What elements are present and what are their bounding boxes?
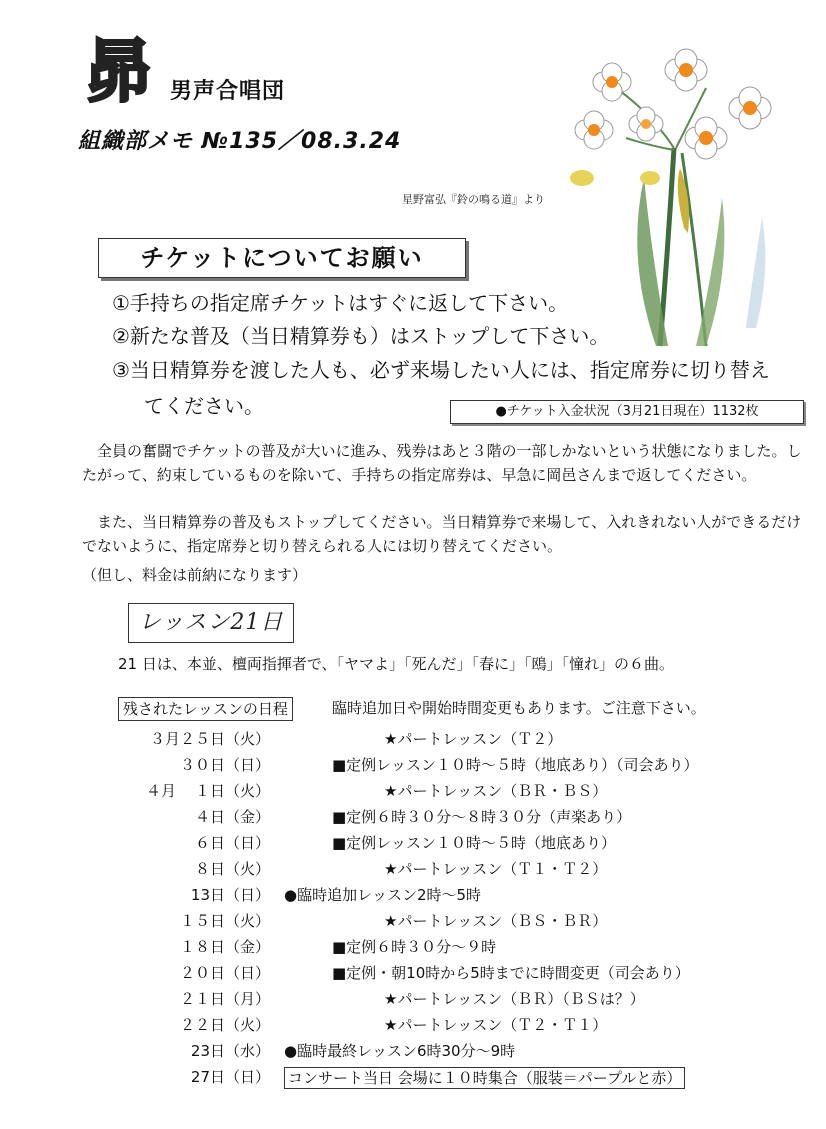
request-1: ①手持ちの指定席チケットはすぐに返して下さい。: [112, 291, 569, 315]
schedule-event: ★パートレッスン（ＢＳ・ＢＲ）: [384, 912, 608, 930]
paragraph-1: 全員の奮闘でチケットの普及が大いに進み、残券はあと３階の一部しかないという状態になりました。したがって、約束しているものを除いて、手持ちの指定席券は、早急に岡邑さんまで返してください。: [82, 442, 802, 484]
schedule-date: ２２日（火）: [179, 1016, 270, 1034]
schedule-month: ４月: [146, 782, 177, 800]
schedule-row: [0, 1038, 826, 1064]
schedule-label: 残されたレッスンの日程: [118, 697, 293, 721]
schedule-date: ６日（日）: [194, 834, 270, 852]
request-2: ②新たな普及（当日精算券も）はストップして下さい。: [112, 324, 610, 348]
schedule-event: ●臨時追加レッスン2時～5時: [284, 886, 482, 904]
schedule-event: ■定例６時３０分～８時３０分（声楽あり）: [332, 808, 632, 826]
schedule-row: [0, 882, 826, 908]
schedule-row: [0, 856, 826, 882]
schedule-date: １８日（金）: [179, 938, 270, 956]
schedule-date: 27日（日）: [190, 1068, 270, 1086]
schedule-date: 13日（日）: [190, 886, 270, 904]
schedule-event: ■定例レッスン１０時～５時（地底あり）（司会あり）: [332, 756, 699, 774]
schedule-event: ★パートレッスン（ＢＲ・ＢＳ）: [384, 782, 608, 800]
schedule-row: [0, 986, 826, 1012]
schedule-event: ★パートレッスン（Ｔ２）: [384, 730, 563, 748]
illustration-credit: 星野富弘『鈴の鳴る道』より: [402, 193, 545, 206]
concert-day-event: コンサート当日 会場に１０時集合（服装＝パープルと赤）: [284, 1067, 685, 1089]
schedule-event: ■定例レッスン１０時～５時（地底あり）: [332, 834, 617, 852]
schedule-date: ４日（金）: [194, 808, 270, 826]
paragraph-2: また、当日精算券の普及もストップしてください。当日精算券で来場して、入れきれない人ができるだけでないように、指定席券と切り替えられる人には切り替えてください。: [82, 513, 802, 555]
schedule-date: ２１日（月）: [179, 990, 270, 1008]
schedule-row: [0, 934, 826, 960]
schedule-row: [0, 960, 826, 986]
schedule-date: １日（火）: [194, 782, 270, 800]
schedule-event: ■定例６時３０分～９時: [332, 938, 497, 956]
ticket-payment-status: ●チケット入金状況（3月21日現在）1132枚: [450, 400, 804, 424]
schedule-row: [0, 752, 826, 778]
schedule-row: [0, 804, 826, 830]
schedule-event: ★パートレッスン（Ｔ２・Ｔ１）: [384, 1016, 608, 1034]
schedule-date: ８日（火）: [194, 860, 270, 878]
schedule-event: ■定例・朝10時から5時までに時間変更（司会あり）: [332, 964, 690, 982]
schedule-event: ★パートレッスン（Ｔ１・Ｔ２）: [384, 860, 608, 878]
lesson-info: 21 日は、本並、檀両指揮者で、「ヤマよ」「死んだ」「春に」「鴎」「憧れ」の６曲。: [118, 655, 675, 673]
schedule-date: ３月２５日（火）: [149, 730, 270, 748]
request-3-continued: てください。: [144, 394, 264, 418]
schedule-date: ２０日（日）: [179, 964, 270, 982]
ticket-heading: チケットについてお願い: [98, 238, 466, 278]
schedule-row: [0, 778, 826, 804]
daffodil-illustration: [556, 28, 800, 348]
choir-name: 男声合唱団: [170, 79, 286, 104]
schedule-date: １５日（火）: [179, 912, 270, 930]
schedule-row: [0, 830, 826, 856]
schedule-row: [0, 1012, 826, 1038]
schedule-date: 23日（水）: [190, 1042, 270, 1060]
schedule-date: ３０日（日）: [179, 756, 270, 774]
request-3: ③当日精算券を渡した人も、必ず来場したい人には、指定席券に切り替え: [112, 358, 770, 382]
memo-title: 組織部メモ №135／08.3.24: [78, 129, 402, 154]
schedule-event: ●臨時最終レッスン6時30分～9時: [284, 1042, 516, 1060]
schedule-row: [0, 1064, 826, 1090]
schedule-event: ★パートレッスン（ＢＲ）（ＢＳは？）: [384, 990, 645, 1008]
schedule-row: [0, 908, 826, 934]
schedule-note: 臨時追加日や開始時間変更もあります。ご注意下さい。: [332, 699, 706, 717]
schedule-row: [0, 726, 826, 752]
choir-logo: 昴: [83, 32, 152, 112]
lesson-21-label: レッスン21日: [128, 603, 294, 643]
paragraph-3: （但し、料金は前納になります）: [82, 566, 308, 584]
